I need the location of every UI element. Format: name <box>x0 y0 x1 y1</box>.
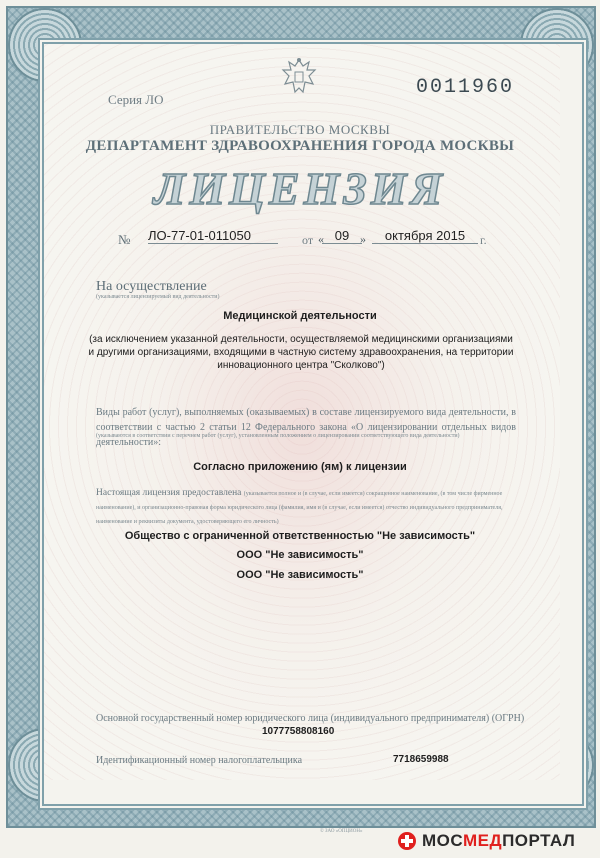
organization-firm-name: ООО "Не зависимость" <box>236 569 364 581</box>
printer-mark: © ЗАО «ОПЦИОН» <box>320 829 363 834</box>
quote-close: » <box>360 232 366 246</box>
license-month-year: октября 2015 <box>372 228 478 244</box>
series-label: Серия ЛО <box>108 92 164 107</box>
license-number: ЛО-77-01-011050 <box>148 228 278 244</box>
coat-of-arms-icon <box>279 56 319 100</box>
activity-exclusion: (за исключением указанной деятельности, осуществляемой медицинскими организациями и другими организациями, входящими в частную систему здравоохранения, на территории инновационного центра "Сколково") <box>88 334 514 371</box>
works-text: Виды работ (услуг), выполняемых (оказываемых) в составе лицензируемого вида деятельности, в соответствии с частью 2 статьи 12 Федерального закона «О лицензировании отдельных видов деятельности»: <box>96 407 516 448</box>
issuer-government: ПРАВИТЕЛЬСТВО МОСКВЫ <box>209 122 391 137</box>
organization-short-name: ООО "Не зависимость" <box>236 549 364 561</box>
page-title: ЛИЦЕНЗИЯ <box>153 163 447 214</box>
activity-value: Медицинской деятельности <box>223 310 377 322</box>
number-prefix: № <box>118 232 131 247</box>
ogrn-value: 1077758808160 <box>262 726 335 737</box>
date-from-label: от <box>302 233 314 247</box>
quote-open: « <box>318 232 324 246</box>
works-value: Согласно приложению (ям) к лицензии <box>193 461 407 473</box>
activity-note: (указывается лицензируемый вид деятельности) <box>96 294 220 300</box>
issued-note: (указывается полное и (в случае, если имеется) сокращенное наименование, (в том числе фирменное наименование), и организационно-правовая форма юридического лица (фамилия, имя и (в случае, если имеется) отчество индивидуального предпринимателя, наименование и реквизиты документа, удостоверяющего его личность) <box>96 491 503 525</box>
inn-label: Идентификационный номер налогоплательщика <box>96 755 303 766</box>
works-note: (указываются в соответствии с перечнем работ (услуг), установленным положением о лицензировании соответствующего вида деятельности) <box>96 433 460 439</box>
issued-to-block <box>96 487 516 529</box>
organization-full-name: Общество с ограниченной ответственностью "Не зависимость" <box>124 530 476 542</box>
blank-number: 0011960 <box>416 76 515 99</box>
license-day: 09 <box>322 228 362 244</box>
year-suffix: г. <box>480 233 487 247</box>
inn-value: 7718659988 <box>393 754 449 765</box>
activity-label: На осуществление <box>96 279 207 294</box>
brand-watermark[interactable] <box>398 830 575 852</box>
brand-name: МОСМЕДПОРТАЛ <box>422 831 576 850</box>
medical-cross-icon <box>398 832 416 850</box>
issuer-department: ДЕПАРТАМЕНТ ЗДРАВООХРАНЕНИЯ ГОРОДА МОСКВЫ <box>85 138 515 154</box>
issued-lead: Настоящая лицензия предоставлена <box>96 488 242 498</box>
ogrn-label: Основной государственный номер юридического лица (индивидуального предпринимателя) (ОГРН) <box>96 713 525 724</box>
